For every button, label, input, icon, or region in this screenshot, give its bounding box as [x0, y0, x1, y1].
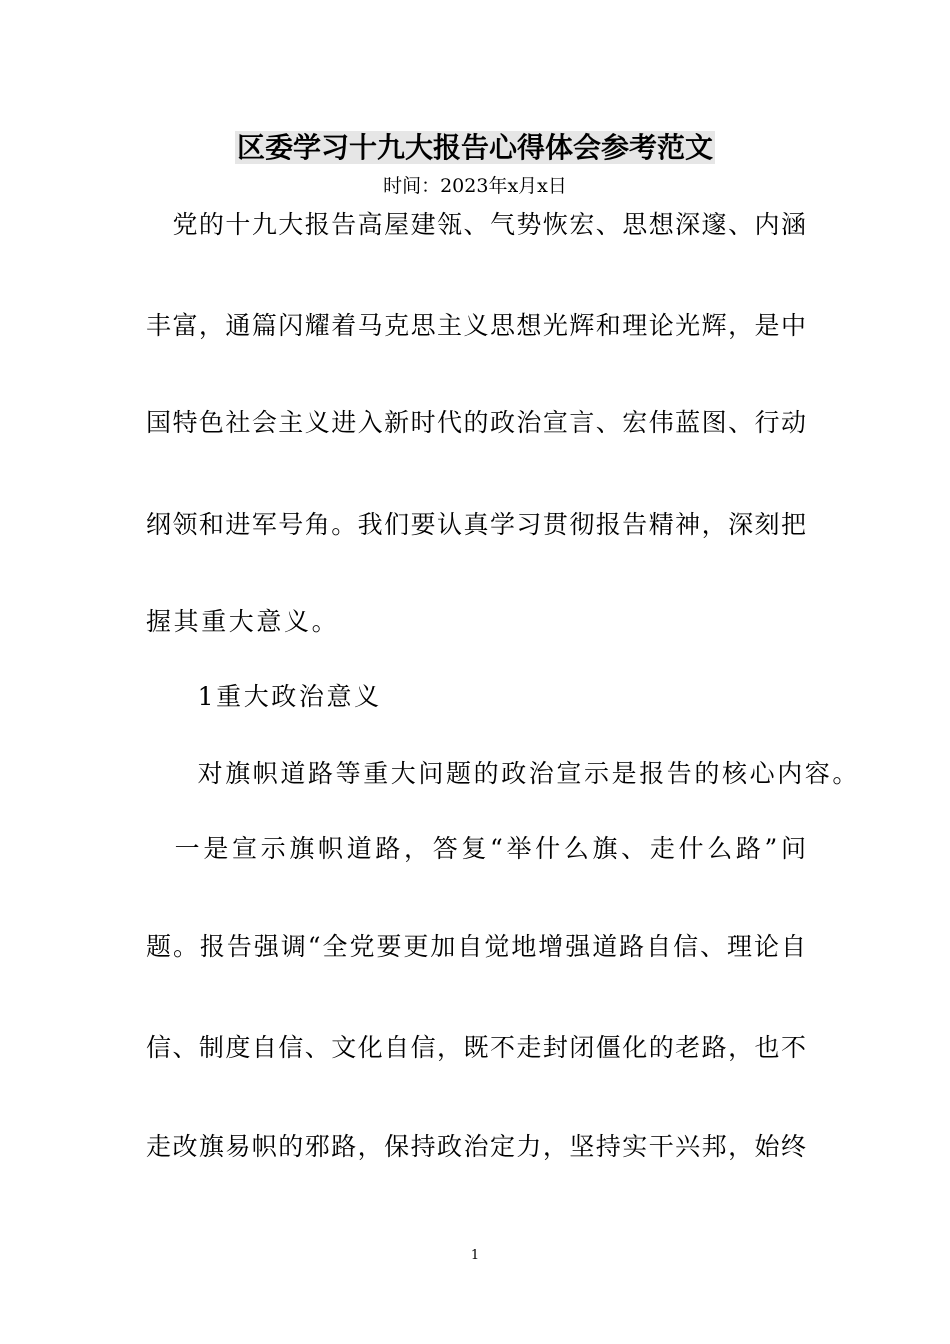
body-line: 党的十九大报告高屋建瓴、气势恢宏、思想深邃、内涵	[146, 210, 806, 239]
page-number: 1	[470, 1248, 480, 1263]
body-line: 国特色社会主义进入新时代的政治宣言、宏伟蓝图、行动	[146, 408, 806, 437]
body-line: 丰富，通篇闪耀着马克思主义思想光辉和理论光辉，是中	[146, 311, 806, 340]
body-line: 纲领和进军号角。我们要认真学习贯彻报告精神，深刻把	[146, 510, 806, 539]
document-date: 时间：2023年x月x日	[383, 175, 567, 197]
document-title-text: 区委学习十九大报告心得体会参考范文	[236, 131, 713, 164]
section-heading: 1重大政治意义	[170, 682, 382, 711]
body-line: 走改旗易帜的邪路，保持政治定力，坚持实干兴邦，始终	[146, 1132, 806, 1161]
body-line: 信、制度自信、文化自信，既不走封闭僵化的老路，也不	[146, 1033, 806, 1062]
document-title	[0, 128, 950, 168]
body-line: 对旗帜道路等重大问题的政治宣示是报告的核心内容。	[170, 759, 861, 788]
body-line: 握其重大意义。	[146, 607, 340, 636]
body-line: 题。报告强调“全党要更加自觉地增强道路自信、理论自	[146, 932, 806, 961]
body-line: 一是宣示旗帜道路，答复“举什么旗、走什么路”问	[146, 834, 806, 863]
